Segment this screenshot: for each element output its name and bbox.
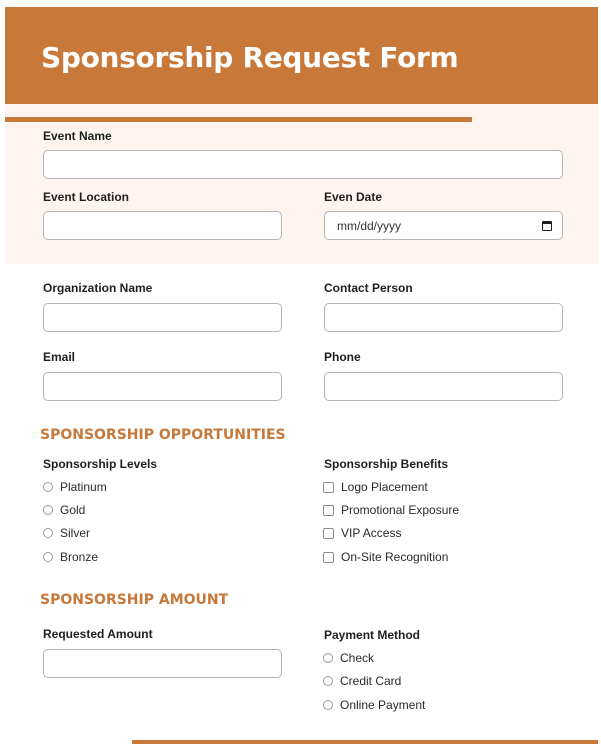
payment-option-online-payment[interactable] [323, 698, 425, 712]
radio-icon[interactable] [323, 676, 333, 686]
radio-icon[interactable] [43, 505, 53, 515]
benefit-option-vip-access[interactable] [323, 526, 401, 540]
requested-amount-input[interactable] [43, 649, 282, 678]
form-header [5, 7, 598, 104]
checkbox-icon[interactable] [323, 482, 334, 493]
event-date-input[interactable] [324, 211, 563, 240]
level-option-bronze[interactable] [43, 550, 98, 564]
event-location-label: Event Location [43, 190, 130, 204]
checkbox-icon[interactable] [323, 528, 334, 539]
payment-option-label: Online Payment [340, 698, 426, 712]
phone-label: Phone [324, 350, 361, 364]
email-label: Email [43, 350, 76, 364]
radio-icon[interactable] [43, 482, 53, 492]
phone-input[interactable] [324, 372, 563, 401]
organization-name-input[interactable] [43, 303, 282, 332]
event-date-label: Even Date [324, 190, 383, 204]
level-option-label: Silver [60, 526, 91, 540]
benefit-option-promotional-exposure[interactable] [323, 503, 459, 517]
level-option-label: Gold [60, 503, 86, 517]
payment-method-label: Payment Method [324, 628, 421, 642]
benefit-option-label: VIP Access [341, 526, 402, 540]
contact-person-input[interactable] [324, 303, 563, 332]
organization-name-label: Organization Name [43, 281, 153, 295]
contact-person-label: Contact Person [324, 281, 413, 295]
sponsorship-amount-heading: SPONSORSHIP AMOUNT [40, 592, 229, 608]
benefit-option-label: Logo Placement [341, 480, 428, 494]
checkbox-icon[interactable] [323, 505, 334, 516]
level-option-gold[interactable] [43, 503, 85, 517]
event-location-input[interactable] [43, 211, 282, 240]
checkbox-icon[interactable] [323, 552, 334, 563]
bottom-accent-divider [132, 740, 598, 744]
radio-icon[interactable] [43, 552, 53, 562]
sponsorship-levels-label: Sponsorship Levels [43, 457, 158, 471]
level-option-label: Platinum [60, 480, 107, 494]
benefit-option-logo-placement[interactable] [323, 480, 428, 494]
form-container [5, 7, 598, 745]
event-section-background [5, 104, 598, 264]
requested-amount-label: Requested Amount [43, 627, 153, 641]
accent-divider [5, 117, 472, 122]
radio-icon[interactable] [323, 700, 333, 710]
sponsorship-benefits-label: Sponsorship Benefits [324, 457, 449, 471]
level-option-platinum[interactable] [43, 480, 107, 494]
email-input[interactable] [43, 372, 282, 401]
level-option-label: Bronze [60, 550, 99, 564]
benefit-option-label: On-Site Recognition [341, 550, 449, 564]
event-name-label: Event Name [43, 129, 112, 143]
benefit-option-label: Promotional Exposure [341, 503, 460, 517]
payment-option-check[interactable] [323, 651, 374, 665]
radio-icon[interactable] [43, 528, 53, 538]
event-date-placeholder: mm/dd/yyyy [337, 218, 402, 233]
payment-option-credit-card[interactable] [323, 674, 401, 688]
sponsorship-opportunities-heading: SPONSORSHIP OPPORTUNITIES [40, 427, 286, 443]
event-name-input[interactable] [43, 150, 563, 179]
radio-icon[interactable] [323, 653, 333, 663]
payment-option-label: Check [340, 651, 375, 665]
level-option-silver[interactable] [43, 526, 90, 540]
benefit-option-on-site-recognition[interactable] [323, 550, 448, 564]
form-title: Sponsorship Request Form [41, 41, 459, 74]
calendar-icon[interactable] [542, 221, 552, 231]
payment-option-label: Credit Card [340, 674, 402, 688]
